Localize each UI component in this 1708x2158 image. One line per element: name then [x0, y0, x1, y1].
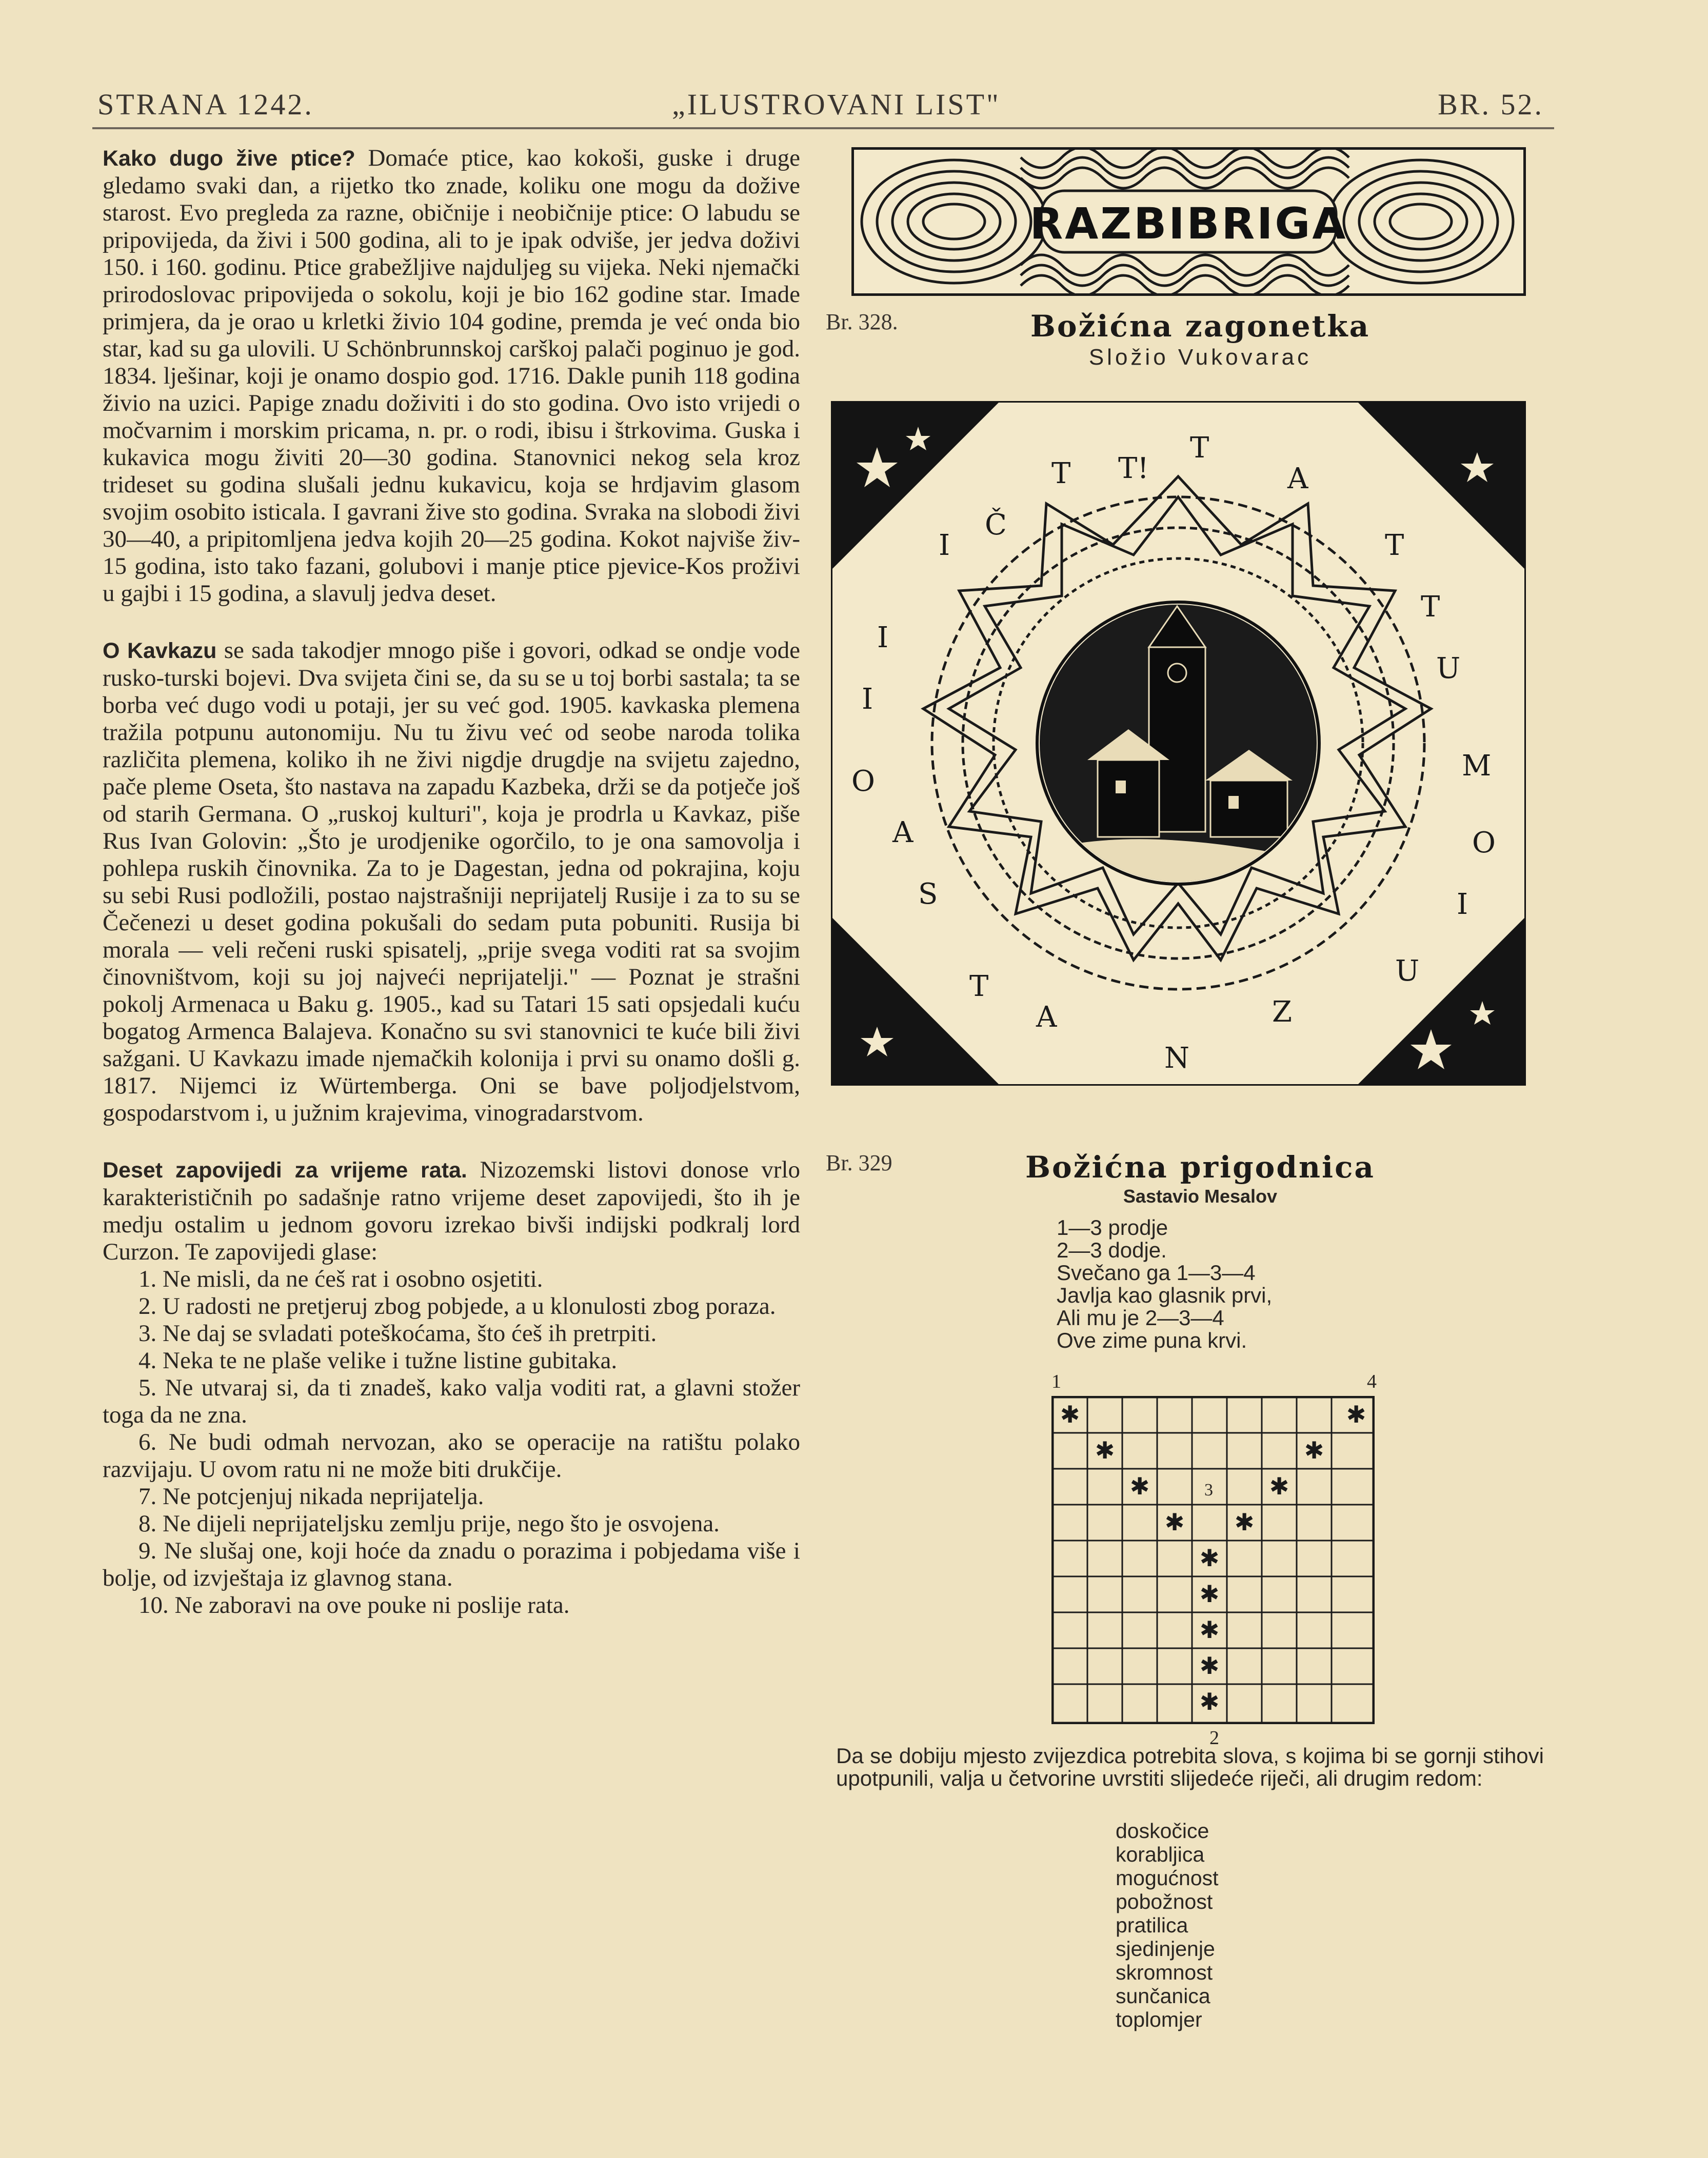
svg-text:O: O [851, 765, 875, 798]
svg-text:✱: ✱ [1164, 1508, 1185, 1536]
commandment-item: 5. Ne utvaraj si, da ti znadeš, kako valja voditi rat, a glavni stožer toga da ne zna. [103, 1374, 800, 1428]
svg-text:✱: ✱ [1199, 1616, 1220, 1644]
svg-text:✱: ✱ [1095, 1436, 1115, 1464]
svg-text:✱: ✱ [1304, 1436, 1324, 1464]
article-ptice-lead: Kako dugo žive ptice? [103, 146, 355, 171]
svg-text:✱: ✱ [1346, 1401, 1366, 1428]
grid-label-1: 1 [1051, 1371, 1061, 1392]
commandment-item: 10. Ne zaboravi na ove pouke ni poslije rata. [138, 1592, 570, 1618]
puzzle-328-byline: Složio Vukovarac [1088, 345, 1312, 370]
svg-text:✱: ✱ [1199, 1580, 1220, 1608]
grid-label-2: 2 [1209, 1727, 1219, 1749]
svg-text:N: N [1164, 1042, 1189, 1075]
poem-line: Svečano ga 1—3—4 [1057, 1261, 1256, 1285]
svg-text:U: U [1436, 652, 1461, 685]
left-column [103, 145, 800, 2063]
article-ptice [103, 145, 800, 607]
commandment-item: 8. Ne dijeli neprijateljsku zemlju prije, nego što je osvojena. [138, 1510, 720, 1537]
word-item: mogućnost [1116, 1866, 1219, 1890]
puzzle-328-number: Br. 328. [826, 309, 898, 334]
page-number: STRANA 1242. [97, 88, 314, 121]
svg-text:T: T [1051, 457, 1071, 490]
commandment-item: 9. Ne slušaj one, koji hoće da znadu o porazima i pobjedama više i bolje, od izvještaja iz glavnog stana. [103, 1537, 800, 1591]
svg-text:I: I [1457, 888, 1468, 921]
svg-text:M: M [1462, 749, 1492, 783]
svg-text:✱: ✱ [1060, 1401, 1080, 1428]
article-kavkaz-text: se sada takodjer mnogo piše i govori, odkad se ondje vode rusko-turski bojevi. Dva svijeta čini se, da su se u toj borbi sastala; ta se borba već dugo vodi u potaji, jer su već god. 1905. kavkaska plemena tražila potpunu autonomiju. Nu tu živu već od seobe naroda tolika različita plemena, koliko ih ne živi nigdje drugdje na svijetu zajedno, pače pleme Oseta, što nastava na zapadu Kazbeka, drži se da potječe još od starih Germana. O „ruskoj kulturi", koja je prodrla u Kavkaz, piše Rus Ivan Golovin: „Što je urodjenike ogorčilo, to je ona samovolja i pohlepa ruskih činovnika. Za to je Dagestan, jedna od pokrajina, koju su sebi Rusi podložili, postao najstrašniji neprijatelj Rusije i za to su se Čečenezi u deset godina pokušali do sedam puta pobuniti. Rusija bi morala — veli rečeni ruski spisatelj, „prije svega voditi rat sa svojim činovništvom, koji su joj najveći neprijatelji." — Poznat je strašni pokolj Armenaca u Baku g. 1905., kad su Tatari 15 sati opsjedali kuću bogatog Armenca Balajeva. Konačno su svi stanovnici te kuće bili živi sažgani. U Kavkazu imade njemačkih kolonija i prvi su onamo došli g. 1817. Nijemci iz Würtemberga. Oni se bave poljodjelstvom, gospodarstvom i, u južnim krajevima, vinogradarstvom. [103, 637, 800, 1126]
svg-text:T: T [969, 970, 989, 1003]
puzzle-329-number: Br. 329 [826, 1150, 892, 1175]
razbibriga-banner [851, 147, 1526, 296]
grid-center-number: 3 [1204, 1481, 1213, 1500]
word-item: skromnost [1116, 1961, 1213, 1984]
word-item: korabljica [1116, 1843, 1205, 1866]
issue-number: BR. 52. [1438, 88, 1544, 121]
article-kavkaz-lead: O Kavkazu [103, 638, 217, 663]
commandment-item: 1. Ne misli, da ne ćeš rat i osobno osjetiti. [138, 1266, 543, 1292]
svg-text:I: I [877, 621, 889, 654]
svg-text:T: T [1385, 529, 1404, 562]
banner-title: RAZBIBRIGA [1029, 198, 1348, 249]
svg-text:✱: ✱ [1199, 1688, 1220, 1715]
word-item: doskočice [1116, 1819, 1209, 1843]
word-item: toplomjer [1116, 2008, 1202, 2031]
word-grid [1046, 1370, 1380, 1770]
crossword-grid [1051, 1396, 1375, 1724]
commandment-item: 2. U radosti ne pretjeruj zbog pobjede, a u klonulosti zbog poraza. [138, 1293, 776, 1320]
svg-text:✱: ✱ [1234, 1508, 1255, 1536]
poem-line: Javlja kao glasnik prvi, [1057, 1283, 1273, 1307]
right-column [826, 145, 1554, 2063]
poem-line: 1—3 prodje [1057, 1215, 1168, 1240]
svg-text:✱: ✱ [1129, 1472, 1150, 1500]
puzzle-329-instruction: Da se dobiju mjesto zvijezdica potrebita slova, s kojima bi se gornji stihovi upotpunili, valja u četvorine uvrstiti slijedeće riječi, ali drugim redom: [836, 1744, 1544, 1790]
article-zapovijedi-lead: Deset zapovijedi za vrijeme rata. [103, 1158, 467, 1183]
page-header [92, 87, 1554, 128]
commandment-item: 3. Ne daj se svladati poteškoćama, što ćeš ih pretrpiti. [138, 1320, 657, 1347]
word-item: pratilica [1116, 1913, 1188, 1937]
svg-text:✱: ✱ [1269, 1472, 1289, 1500]
christmas-puzzle-illustration [831, 401, 1526, 1086]
svg-text:A: A [1287, 462, 1308, 495]
svg-text:U: U [1395, 954, 1420, 988]
svg-text:A: A [1036, 1001, 1057, 1034]
article-zapovijedi [103, 1156, 800, 1266]
header-rule [92, 127, 1554, 129]
poem-line: 2—3 dodje. [1057, 1238, 1167, 1262]
svg-text:I: I [862, 683, 873, 716]
commandment-item: 4. Neka te ne plaše velike i tužne listine gubitaka. [138, 1347, 618, 1374]
svg-text:I: I [939, 529, 950, 562]
svg-text:T!: T! [1118, 452, 1149, 485]
article-zapovijedi-text: Nizozemski listovi donose vrlo karakterističnih po sadašnje ratno vrijeme deset zapovijedi, što ih je medju ostalim u jednom govoru izrekao bivši indijski podkralj lord Curzon. Te zapovijedi glase: [103, 1156, 800, 1265]
commandment-item: 7. Ne potcjenjuj nikada neprijatelja. [138, 1483, 484, 1510]
svg-text:Z: Z [1272, 995, 1292, 1029]
svg-text:✱: ✱ [1199, 1652, 1220, 1680]
puzzle-329-word-list [1116, 1819, 1219, 2031]
puzzle-329-poem [1057, 1216, 1272, 1352]
grid-label-4: 4 [1367, 1371, 1377, 1392]
word-item: sjedinjenje [1116, 1937, 1215, 1961]
svg-text:O: O [1472, 826, 1496, 860]
puzzle-328-title: Božićna zagonetka [1030, 309, 1371, 344]
svg-text:T: T [1190, 431, 1209, 465]
commandment-item: 6. Ne budi odmah nervozan, ako se operacije na ratištu polako razvijaju. U ovom ratu ni ne može biti drukčije. [103, 1429, 800, 1483]
poem-line: Ove zime puna krvi. [1057, 1328, 1247, 1352]
word-item: pobožnost [1116, 1890, 1213, 1913]
svg-text:✱: ✱ [1199, 1544, 1220, 1572]
article-ptice-text: Domaće ptice, kao kokoši, guske i druge gledamo svaki dan, a rijetko tko znade, koliku one mogu da dožive starost. Evo pregleda za razne, običnije i neobičnije ptice: O labudu se pripovijeda, da živi i 500 godina, ali to je ipak odviše, jer jedva doživi 150. i 160. godinu. Ptice grabežljive najduljeg su vijeka. Neki njemački prirodoslovac pripovijeda o sokolu, koji je bio 162 godine star. Imade primjera, da je orao u krletki živio 104 godine, premda je već onda bio star, kad su ga ulovili. U Schönbrunnskoj carškoj palači poginuo je god. 1834. lješinar, koji je onamo dospio god. 1716. Dakle punih 118 godina živio na uzici. Papige znadu doživiti i do sto godina. Ovo isto vrijedi o močvarnim i morskim pricama, n. pr. o rodi, ibisu i štrkovima. Guska i kukavica mogu živiti 20—30 godina. Stanovnici nekog sela kroz trideset su godina slušali jednu kukavicu, koja se hrdjavim glasom svojim osobito isticala. I gavrani žive sto godina. Svraka na slobodi živi 30—40, a pripitomljena jedva kojih 20—25 godina. Kokot najviše živ-15 godina, isto tako fazani, golubovi i manje ptice pjevice-Kos proživi u gajbi i 15 godina, a slavulj jedva deset. [103, 145, 800, 607]
article-kavkaz [103, 637, 800, 1127]
svg-text:Č: Č [985, 508, 1007, 542]
publication-title: „ILUSTROVANI LIST" [672, 88, 1001, 121]
svg-text:T: T [1421, 590, 1440, 624]
puzzle-329-title: Božićna prigodnica [1025, 1150, 1375, 1185]
poem-line: Ali mu je 2—3—4 [1057, 1306, 1224, 1330]
word-item: sunčanica [1116, 1984, 1210, 2008]
svg-text:A: A [892, 816, 913, 849]
svg-text:S: S [918, 877, 938, 911]
puzzle-329-byline: Sastavio Mesalov [1123, 1186, 1278, 1207]
